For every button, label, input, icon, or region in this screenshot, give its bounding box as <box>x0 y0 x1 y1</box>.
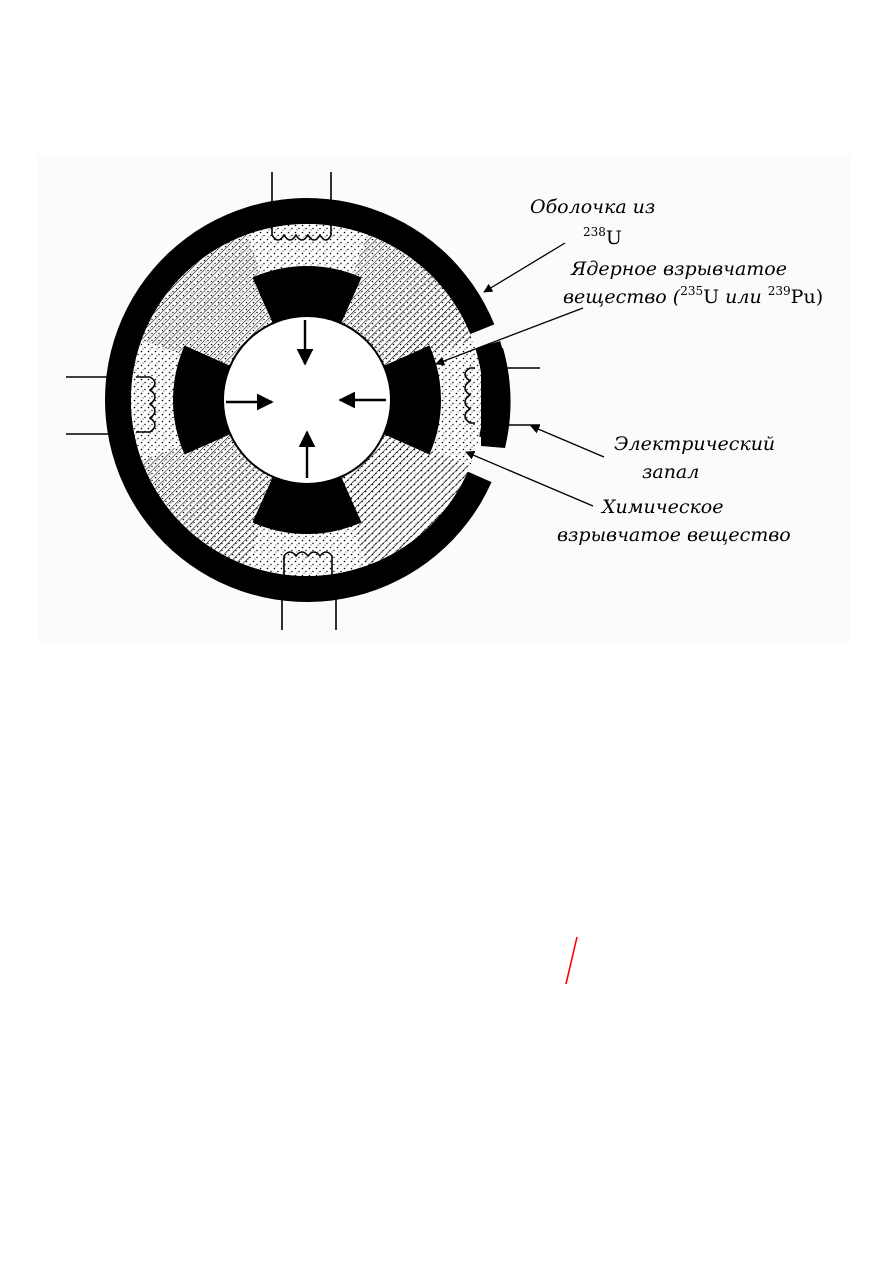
explosive-assembly <box>131 224 483 576</box>
label-nuclear-iso2-symbol: Pu) <box>790 286 824 308</box>
label-detonator-line1: Электрический <box>614 433 776 455</box>
label-nuclear-line1: Ядерное взрывчатое <box>571 258 787 280</box>
label-chemical-line1: Химическое <box>602 496 724 518</box>
label-shell-line1: Оболочка из <box>530 196 656 218</box>
label-chemical-line2: взрывчатое вещество <box>557 524 791 546</box>
label-nuclear-prefix: вещество ( <box>563 286 681 308</box>
label-nuclear-iso1-mass: 235 <box>680 284 704 298</box>
label-shell-isotope-mass: 238 <box>583 225 606 239</box>
red-annotation-mark <box>566 937 577 984</box>
label-nuclear-iso1-symbol: U <box>703 286 720 308</box>
label-shell-isotope-symbol: U <box>605 227 622 249</box>
label-nuclear-or: или <box>719 286 768 308</box>
label-detonator-line2: запал <box>642 461 700 483</box>
detonator-plate-right <box>481 348 510 448</box>
label-nuclear-iso2-mass: 239 <box>767 284 791 298</box>
